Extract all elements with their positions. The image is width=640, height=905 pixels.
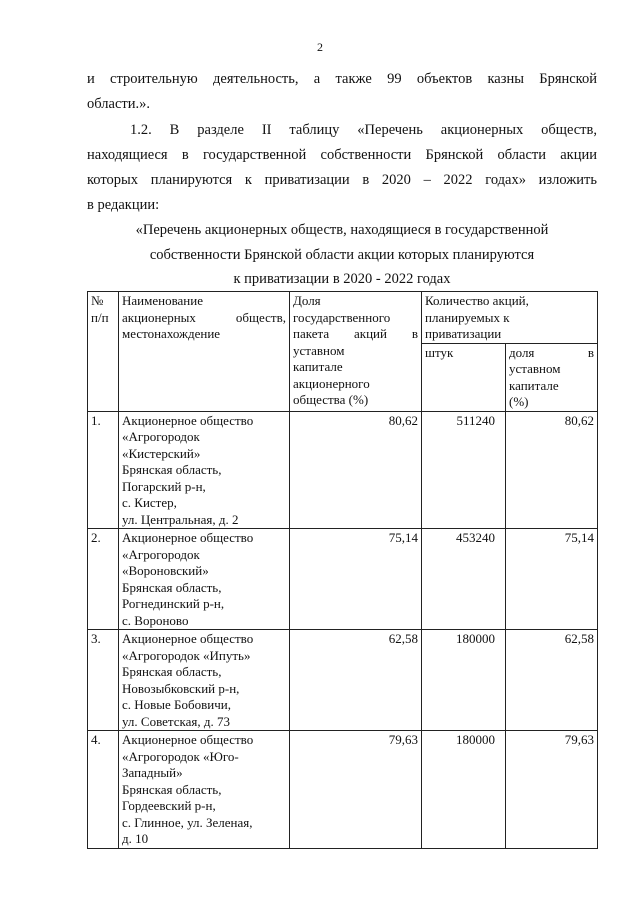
intro-line: области.».	[87, 96, 150, 112]
header-pieces: штук	[422, 343, 506, 411]
company-name: Акционерное общество «Агрогородок «Ипуть» Брянская область, Новозыбковский р-н, с. Новые Бобовичи, ул. Советская, д. 73	[119, 630, 290, 731]
table-row	[88, 630, 598, 731]
header-planned-share: доля в уставном капитале (%)	[506, 343, 598, 411]
company-name: Акционерное общество «Агрогородок «Вороновский» Брянская область, Рогнединский р-н, с. Вороново	[119, 529, 290, 630]
planned-share-value: 79,63	[506, 731, 598, 849]
pieces-value: 180000	[422, 630, 506, 731]
table-title-line: «Перечень акционерных обществ, находящиеся в государственной	[135, 222, 549, 238]
planned-share-value: 62,58	[506, 630, 598, 731]
pieces-value: 180000	[422, 731, 506, 849]
company-name: Акционерное общество «Агрогородок «Юго- Западный» Брянская область, Гордеевский р-н, с. Глинное, ул. Зеленая, д. 10	[119, 731, 290, 849]
header-planned: Количество акций, планируемых к приватизации	[422, 292, 598, 344]
header-state-share: Доля государственного пакета акций в уставном капитале акционерного общества (%)	[290, 292, 422, 412]
section-paragraph	[87, 118, 597, 218]
table-title-line: собственности Брянской области акции которых планируются	[149, 247, 535, 263]
state-share-value: 80,62	[290, 411, 422, 529]
page-number: 2	[317, 40, 323, 54]
intro-line: и строительную деятельность, а также 99 объектов казны Брянской	[87, 71, 597, 87]
intro-paragraph	[87, 67, 597, 117]
planned-share-value: 80,62	[506, 411, 598, 529]
section-line: которых планируются к приватизации в 2020 – 2022 годах» изложить	[87, 172, 597, 188]
state-share-value: 62,58	[290, 630, 422, 731]
planned-share-value: 75,14	[506, 529, 598, 630]
company-name: Акционерное общество «Агрогородок «Кистерский» Брянская область, Погарский р-н, с. Кистер, ул. Центральная, д. 2	[119, 411, 290, 529]
privatization-table	[87, 291, 598, 849]
row-number: 3.	[88, 630, 119, 731]
table-row	[88, 731, 598, 849]
table-row	[88, 411, 598, 529]
table-header-row	[88, 292, 598, 344]
header-num: № п/п	[88, 292, 119, 412]
row-number: 4.	[88, 731, 119, 849]
state-share-value: 79,63	[290, 731, 422, 849]
section-line: находящиеся в государственной собственности Брянской области акции	[87, 147, 597, 163]
table-title-line: к приватизации в 2020 - 2022 годах	[233, 271, 451, 287]
state-share-value: 75,14	[290, 529, 422, 630]
pieces-value: 511240	[422, 411, 506, 529]
row-number: 2.	[88, 529, 119, 630]
pieces-value: 453240	[422, 529, 506, 630]
row-number: 1.	[88, 411, 119, 529]
header-name: Наименование акционерных обществ, местонахождение	[119, 292, 290, 412]
section-line: в редакции:	[87, 197, 160, 213]
section-line: 1.2. В разделе II таблицу «Перечень акционерных обществ,	[130, 122, 597, 138]
table-row	[88, 529, 598, 630]
